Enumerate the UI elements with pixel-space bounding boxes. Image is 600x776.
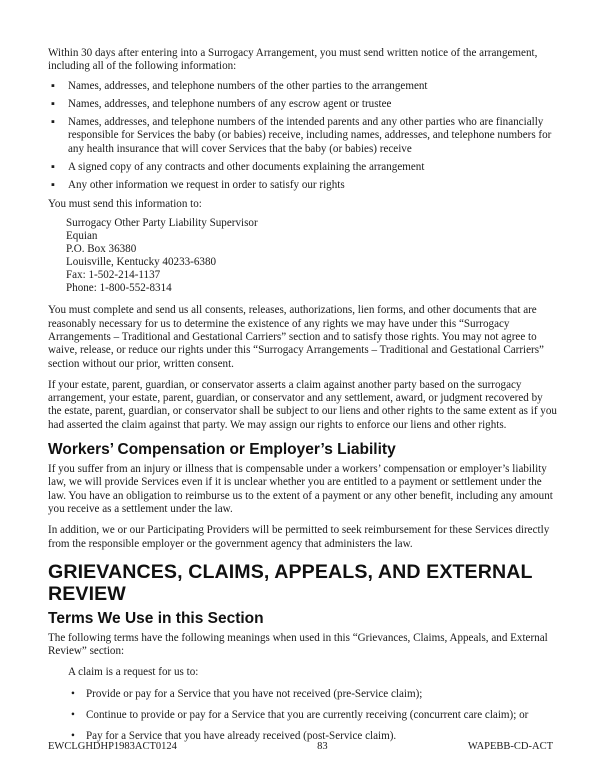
list-item: • Provide or pay for a Service that you have not received (pre-Service claim); xyxy=(71,687,423,700)
terms-heading: Terms We Use in this Section xyxy=(48,609,264,627)
workers-paragraph-1: If you suffer from an injury or illness that is compensable under a workers’ compensation or employer’s liability law, we will provide Services even if it is unclear whether you are entitled to a payment or settlement under the law. You have an obligation to reimburse us to the extent of a payment or any other benefit, including any amount you receive as a settlement under the law. xyxy=(48,463,553,515)
mailing-address xyxy=(66,217,558,294)
terms-intro-paragraph: The following terms have the following meanings when used in this “Grievances, Claims, Appeals, and External Review” section: xyxy=(48,631,548,658)
list-item: • Continue to provide or pay for a Service that you are currently receiving (concurrent care claim); or xyxy=(71,709,529,722)
consents-paragraph: You must complete and send us all consents, releases, authorizations, lien forms, and other documents that are reasonably necessary for us to determine the existence of any rights we may have under this “Surrogacy Arrangements – Traditional and Gestational Carriers” section and to satisfy those rights. You may not agree to waive, release, or reduce our rights under this “Surrogacy Arrangements – Traditional and Gestational Carriers” section without our prior, written consent. xyxy=(48,304,544,370)
claim-types-list xyxy=(68,688,558,744)
square-bullet-icon: ▪ xyxy=(51,116,55,129)
phone-number: Phone: 1-800-552-8314 xyxy=(66,281,172,294)
list-item: ▪ A signed copy of any contracts and other documents explaining the arrangement xyxy=(51,161,425,174)
square-bullet-icon: ▪ xyxy=(51,97,55,110)
fax-number: Fax: 1-502-214-1137 xyxy=(66,268,161,281)
address-line: Louisville, Kentucky 40233-6380 xyxy=(66,255,217,268)
intro-paragraph: Within 30 days after entering into a Surrogacy Arrangement, you must send written notice of the arrangement, including all of the following information: xyxy=(48,47,538,73)
round-bullet-icon: • xyxy=(71,730,75,743)
list-item: ▪ Names, addresses, and telephone numbers of any escrow agent or trustee xyxy=(51,97,392,110)
square-bullet-icon: ▪ xyxy=(51,161,55,174)
workers-compensation-heading: Workers’ Compensation or Employer’s Liability xyxy=(48,441,396,459)
address-line: Surrogacy Other Party Liability Supervisor xyxy=(66,216,258,229)
address-line: P.O. Box 36380 xyxy=(66,242,137,255)
document-page xyxy=(48,47,558,752)
send-to-text: You must send this information to: xyxy=(48,197,202,210)
list-item: ▪ Any other information we request in order to satisfy our rights xyxy=(51,179,345,192)
claim-definition: A claim is a request for us to: xyxy=(68,666,199,679)
footer-form-code: WAPEBB-CD-ACT xyxy=(467,741,553,752)
address-line: Equian xyxy=(66,229,98,242)
square-bullet-icon: ▪ xyxy=(51,79,55,92)
grievances-heading: GRIEVANCES, CLAIMS, APPEALS, AND EXTERNAL REVIEW xyxy=(48,560,533,605)
notice-items-list xyxy=(48,80,558,193)
footer-document-code: EWCLGHDHP1983ACT0124 xyxy=(48,741,177,752)
square-bullet-icon: ▪ xyxy=(51,179,55,192)
page-footer xyxy=(48,741,553,752)
list-item: ▪ Names, addresses, and telephone numbers of the other parties to the arrangement xyxy=(51,79,428,92)
page-number: 83 xyxy=(317,741,328,752)
list-item: • Pay for a Service that you have already received (post-Service claim). xyxy=(71,730,397,743)
list-item: ▪ Names, addresses, and telephone numbers of the intended parents and any other parties who are financially responsible for Services the baby (or babies) receive, including names, addresses, and telephone numbers for any health insurance that will cover Services that the baby (or babies) receive xyxy=(51,116,552,155)
estate-paragraph: If your estate, parent, guardian, or conservator asserts a claim against another party based on the surrogacy arrangement, your estate, parent, guardian, or conservator and any settlement, award, or judgment recovered by the estate, parent, guardian, or conservator shall be subject to our liens and other rights to the same extent as if you had asserted the claim against that party. We may assign our rights to enforce our liens and other rights. xyxy=(48,378,557,431)
workers-paragraph-2: In addition, we or our Participating Providers will be permitted to seek reimbursement for these Services directly from the responsible employer or the government agency that administers the law. xyxy=(48,524,550,550)
round-bullet-icon: • xyxy=(71,687,75,700)
round-bullet-icon: • xyxy=(71,709,75,722)
